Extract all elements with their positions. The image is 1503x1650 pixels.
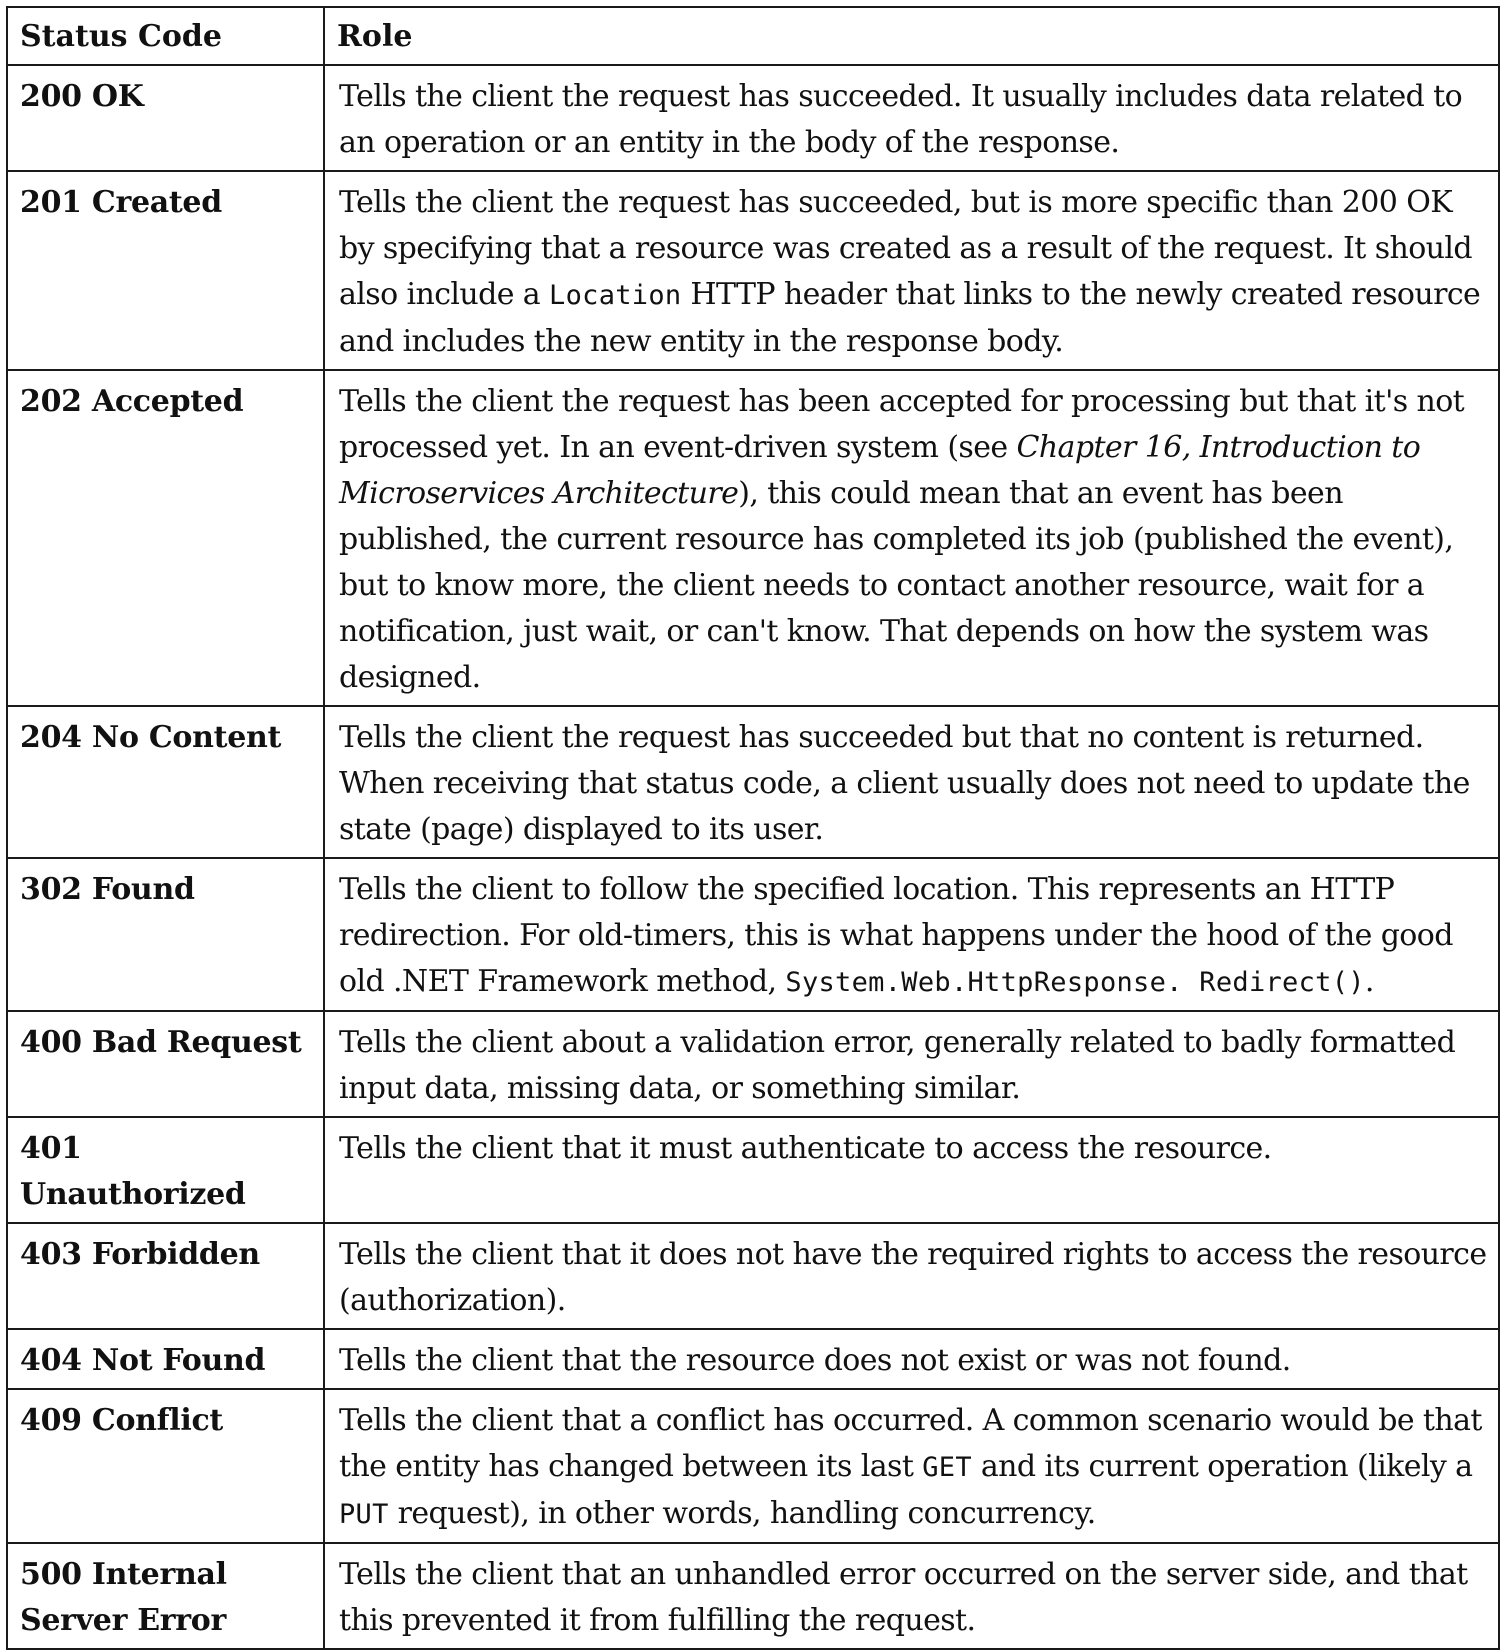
status-code-cell: 204 No Content xyxy=(7,706,324,858)
role-text: Tells the client to follow the specified location. This represents an HTTP redirection. For old-timers, this is what happens under the hood of the good old .NET Framework method, xyxy=(339,872,1453,999)
table-row xyxy=(7,858,1499,1011)
role-text: . xyxy=(1364,964,1374,999)
role-text: Tells the client that an unhandled error occurred on the server side, and that this prevented it from fulfilling the request. xyxy=(339,1557,1468,1638)
role-text: HTTP header that links to the newly created resource and includes the new entity in the response body. xyxy=(339,277,1481,359)
role-cell xyxy=(324,171,1499,370)
document-page xyxy=(6,6,1498,1650)
status-code-cell: 409 Conflict xyxy=(7,1389,324,1543)
role-text: Tells the client that a conflict has occurred. A common scenario would be that the entity has changed between its last xyxy=(339,1403,1482,1484)
status-code-cell: 404 Not Found xyxy=(7,1329,324,1389)
code-literal: PUT xyxy=(339,1499,389,1530)
header-role: Role xyxy=(324,7,1499,65)
code-literal: Location xyxy=(549,280,682,311)
status-code-cell: 401 Unauthorized xyxy=(7,1117,324,1223)
role-cell xyxy=(324,370,1499,706)
table-row xyxy=(7,1389,1499,1543)
table-row xyxy=(7,171,1499,370)
code-literal: GET xyxy=(922,1452,972,1483)
role-text: Tells the client the request has succeeded but that no content is returned. When receiving that status code, a client usually does not need to update the state (page) displayed to its user. xyxy=(339,720,1470,847)
status-code-table xyxy=(6,6,1500,1650)
role-text: Tells the client that it must authenticate to access the resource. xyxy=(339,1131,1272,1166)
table-row xyxy=(7,1223,1499,1329)
table-header xyxy=(7,7,1499,65)
table-row xyxy=(7,706,1499,858)
role-text: request), in other words, handling concurrency. xyxy=(388,1496,1096,1531)
header-row xyxy=(7,7,1499,65)
role-cell xyxy=(324,1117,1499,1223)
role-cell xyxy=(324,65,1499,171)
code-literal: System.Web.HttpResponse. Redirect() xyxy=(785,967,1365,998)
chapter-reference: Chapter 16, Introduction to Microservices Architecture xyxy=(339,430,1421,511)
status-code-cell: 201 Created xyxy=(7,171,324,370)
role-cell xyxy=(324,1011,1499,1117)
status-code-cell: 400 Bad Request xyxy=(7,1011,324,1117)
role-text: ), this could mean that an event has been published, the current resource has completed its job (published the event), but to know more, the client needs to contact another resource, wait for a notification, just wait, or can't know. That depends on how the system was designed. xyxy=(339,476,1454,695)
header-status-code: Status Code xyxy=(7,7,324,65)
status-code-cell: 302 Found xyxy=(7,858,324,1011)
role-cell xyxy=(324,706,1499,858)
role-cell xyxy=(324,1223,1499,1329)
table-row xyxy=(7,65,1499,171)
table-row xyxy=(7,1117,1499,1223)
table-row xyxy=(7,1329,1499,1389)
status-code-cell: 500 Internal Server Error xyxy=(7,1543,324,1649)
role-text: Tells the client that it does not have the required rights to access the resource (authorization). xyxy=(339,1237,1487,1318)
table-body xyxy=(7,65,1499,1649)
role-cell xyxy=(324,1389,1499,1543)
role-text: Tells the client that the resource does not exist or was not found. xyxy=(339,1343,1291,1378)
role-cell xyxy=(324,1543,1499,1649)
table-row xyxy=(7,1011,1499,1117)
status-code-cell: 202 Accepted xyxy=(7,370,324,706)
table-row xyxy=(7,370,1499,706)
role-text: Tells the client the request has succeeded. It usually includes data related to an operation or an entity in the body of the response. xyxy=(339,79,1463,160)
role-text: Tells the client about a validation error, generally related to badly formatted input data, missing data, or something similar. xyxy=(339,1025,1456,1106)
role-text: Tells the client the request has succeeded, but is more specific than 200 OK by specifying that a resource was created as a result of the request. It should also include a xyxy=(339,185,1473,312)
role-text: and its current operation (likely a xyxy=(971,1449,1473,1484)
role-cell xyxy=(324,858,1499,1011)
role-text: Tells the client the request has been accepted for processing but that it's not processed yet. In an event-driven system (see xyxy=(339,384,1465,465)
status-code-cell: 200 OK xyxy=(7,65,324,171)
table-row xyxy=(7,1543,1499,1649)
role-cell xyxy=(324,1329,1499,1389)
status-code-cell: 403 Forbidden xyxy=(7,1223,324,1329)
